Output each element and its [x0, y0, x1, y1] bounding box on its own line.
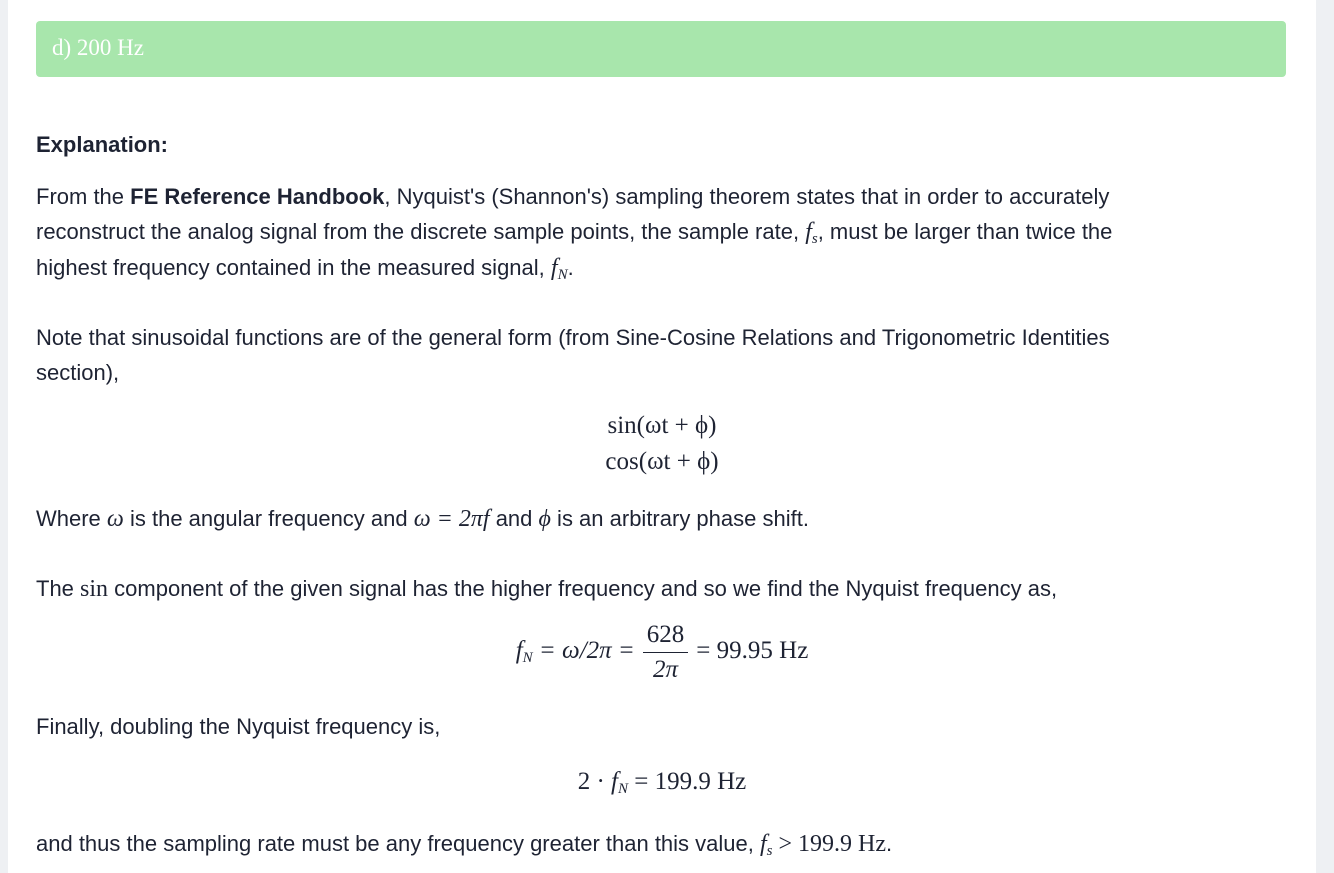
- eq-nyquist-mid: = ω/2π =: [532, 637, 635, 665]
- p3-pre: Where: [36, 506, 107, 531]
- fraction: [643, 622, 689, 683]
- paragraph-1-line-3: [36, 250, 1236, 286]
- omega-symbol: ω: [106, 506, 124, 532]
- p1-line1-rest: , Nyquist's (Shannon's) sampling theorem states that in order to accurately: [384, 184, 1110, 209]
- p3-mid2: and: [489, 506, 539, 531]
- explanation-heading: Explanation:: [36, 132, 169, 157]
- p1-line2-pre: reconstruct the analog signal from the discrete sample points, the sample rate,: [36, 219, 806, 244]
- eq-double-fn: $f_N$: [611, 768, 629, 797]
- paragraph-2-line-2: section),: [36, 360, 120, 385]
- eq-fn-symbol: $f_N$: [515, 637, 533, 667]
- phi-symbol: ϕ: [538, 506, 551, 532]
- fraction-denominator: 2π: [653, 656, 679, 683]
- equation-double: [8, 768, 1316, 796]
- answer-label: d) 200 Hz: [52, 35, 144, 60]
- omega-equation: ω = 2πf: [413, 506, 490, 532]
- p4-pre: The: [36, 576, 81, 601]
- p1-line3-pre: highest frequency contained in the measured signal,: [36, 255, 551, 280]
- fn-symbol: $f_N$: [550, 255, 568, 283]
- sin-symbol: sin: [80, 576, 109, 602]
- p1-pre: From the: [36, 184, 131, 209]
- p6-end: .: [886, 831, 893, 856]
- fraction-numerator: 628: [643, 622, 689, 653]
- eq-nyquist-result: = 99.95 Hz: [696, 637, 809, 665]
- paragraph-4: [36, 571, 1236, 607]
- equation-cos: cos(ωt + ϕ): [605, 448, 719, 475]
- answer-option-d[interactable]: [36, 21, 1286, 77]
- fs-symbol: $f_s$: [805, 219, 818, 247]
- explanation-card: [8, 0, 1316, 873]
- paragraph-2-line-1: Note that sinusoidal functions are of the general form (from Sine-Cosine Relations and Trigonometric Identities: [36, 325, 1110, 350]
- p3-mid1: is the angular frequency and: [123, 506, 414, 531]
- eq-double-result: = 199.9 Hz: [628, 768, 747, 795]
- paragraph-3: [36, 501, 1236, 537]
- equation-sin: sin(ωt + ϕ): [607, 412, 717, 439]
- handbook-reference: FE Reference Handbook: [130, 184, 385, 209]
- p1-line3-post: .: [567, 255, 574, 280]
- p4-post: component of the given signal has the higher frequency and so we find the Nyquist frequency as,: [108, 576, 1058, 601]
- eq-double-pre: 2 ·: [577, 768, 612, 795]
- p6-fs-symbol: $f_s$: [759, 831, 773, 859]
- paragraph-1-line-1: [36, 179, 1236, 214]
- paragraph-5: Finally, doubling the Nyquist frequency is,: [36, 714, 441, 739]
- paragraph-1-line-2: [36, 214, 1236, 250]
- p6-pre: and thus the sampling rate must be any frequency greater than this value,: [36, 831, 760, 856]
- p6-inequality: > 199.9 Hz: [772, 831, 887, 857]
- paragraph-6: [36, 826, 1236, 862]
- p3-post: is an arbitrary phase shift.: [550, 506, 809, 531]
- p1-line2-post: , must be larger than twice the: [817, 219, 1113, 244]
- equation-nyquist: [8, 622, 1316, 683]
